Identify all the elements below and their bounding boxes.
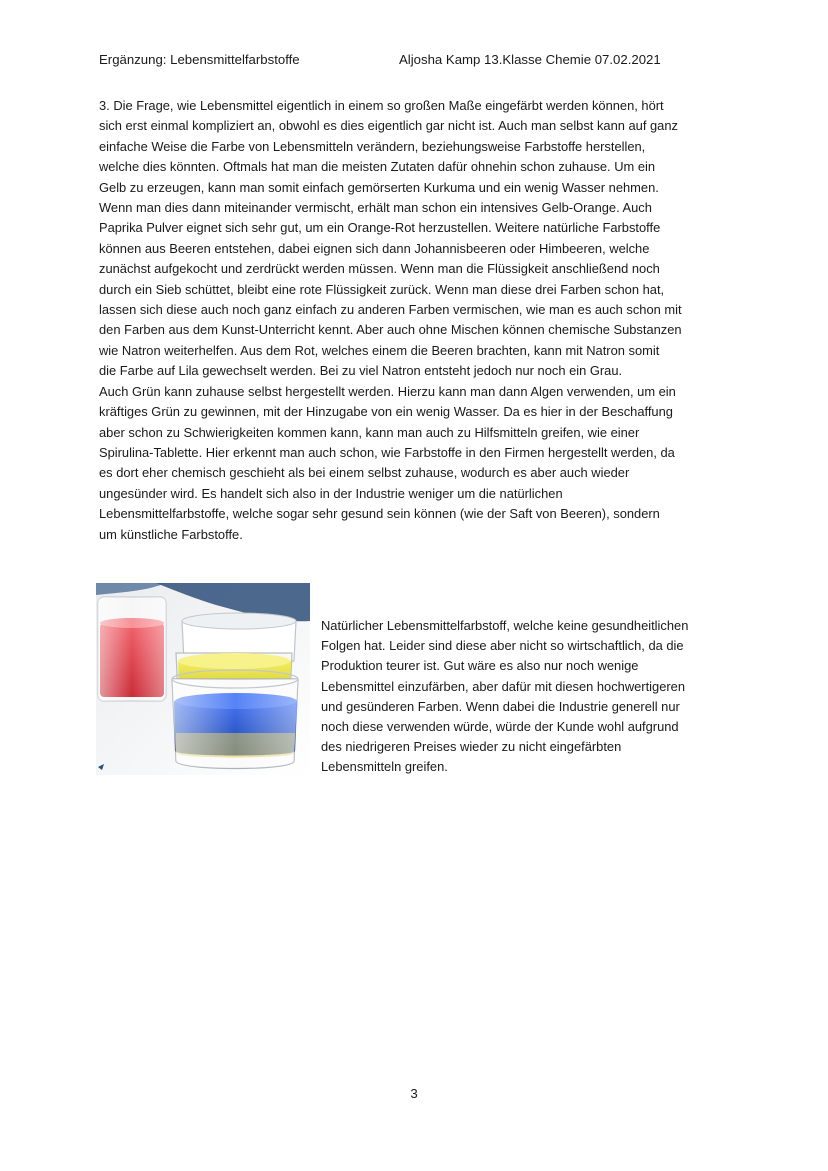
caption-line: Folgen hat. Leider sind diese aber nicht so wirtschaftlich, da die — [321, 638, 684, 654]
header-author-info: Aljosha Kamp 13.Klasse Chemie 07.02.2021 — [399, 52, 661, 67]
page-header — [99, 50, 739, 70]
caption-line: Lebensmitteln greifen. — [321, 759, 448, 775]
body-line: sich erst einmal kompliziert an, obwohl es dies eigentlich gar nicht ist. Auch man selbst kann auf ganz — [99, 118, 678, 134]
body-line: kräftiges Grün zu gewinnen, mit der Hinzugabe von ein wenig Wasser. Da es hier in der Beschaffung — [99, 404, 673, 420]
header-title: Ergänzung: Lebensmittelfarbstoffe — [99, 52, 300, 67]
body-line: Gelb zu erzeugen, kann man somit einfach gemörserten Kurkuma und ein wenig Wasser nehmen. — [99, 179, 659, 195]
body-line: 3. Die Frage, wie Lebensmittel eigentlich in einem so großen Maße eingefärbt werden können, hört — [99, 98, 664, 113]
body-line: Auch Grün kann zuhause selbst hergestellt werden. Hierzu kann man dann Algen verwenden, um ein — [99, 383, 676, 399]
body-paragraph — [99, 96, 739, 545]
body-line: wie Natron weiterhelfen. Aus dem Rot, welches einem die Beeren brachten, kann mit Natron somit — [99, 342, 660, 358]
caption-line: Lebensmittel einzufärben, aber dafür mit diesen hochwertigeren — [321, 678, 686, 694]
body-line: Paprika Pulver eignet sich sehr gut, um ein Orange-Rot herzustellen. Weitere natürliche Farbstoffe — [99, 220, 661, 236]
body-line: ungesünder wird. Es handelt sich also in der Industrie weniger um die natürlichen — [99, 485, 563, 501]
body-line: aber schon zu Schwierigkeiten kommen kann, kann man auch zu Hilfsmitteln greifen, wie einer — [99, 424, 640, 440]
body-line: einfache Weise die Farbe von Lebensmitteln verändern, beziehungsweise Farbstoffe herstellen, — [99, 138, 646, 154]
page-number: 3 — [410, 1086, 418, 1101]
body-line: Lebensmittelfarbstoffe, welche sogar sehr gesund sein können (wie der Saft von Beeren), sondern — [99, 506, 660, 522]
body-line: den Farben aus dem Kunst-Unterricht kennt. Aber auch ohne Mischen können chemische Substanzen — [99, 322, 682, 338]
caption-line: und gesünderen Farben. Wenn dabei die Industrie generell nur — [321, 698, 680, 714]
body-line: die Farbe auf Lila gewechselt werden. Bei zu viel Natron entsteht jedoch nur noch ein Grau. — [99, 363, 623, 379]
caption-line: Natürlicher Lebensmittelfarbstoff, welche keine gesundheitlichen — [321, 618, 689, 633]
body-line: durch ein Sieb schüttet, bleibt eine rote Flüssigkeit zurück. Wenn man diese drei Farben schon hat, — [99, 281, 665, 297]
figure-caption — [321, 616, 741, 778]
body-line: es dort eher chemisch geschieht als bei einem selbst zuhause, wodurch es aber auch wieder — [99, 465, 630, 481]
photo-illustration — [96, 583, 310, 775]
body-line: lassen sich diese auch noch ganz einfach zu anderen Farben vermischen, wie man es auch schon mit — [99, 302, 682, 318]
body-line: können aus Beeren entstehen, dabei eignen sich dann Johannisbeeren oder Himbeeren, welche — [99, 240, 650, 256]
body-line: zunächst aufgekocht und zerdrückt werden müssen. Wenn man die Flüssigkeit anschließend noch — [99, 261, 660, 277]
caption-line: Produktion teurer ist. Gut wäre es also nur noch wenige — [321, 658, 639, 674]
caption-line: noch diese verwenden würde, würde der Kunde wohl aufgrund — [321, 719, 679, 735]
body-line: Spirulina-Tablette. Hier erkennt man auch schon, wie Farbstoffe in den Firmen hergestellt werden, da — [99, 444, 675, 460]
caption-line: des niedrigeren Preises wieder zu nicht eingefärbten — [321, 739, 622, 755]
body-line: welche dies könnten. Oftmals hat man die meisten Zutaten dafür ohnehin schon zuhause. Um ein — [99, 159, 656, 175]
body-line: um künstliche Farbstoffe. — [99, 526, 243, 542]
body-line: Wenn man dies dann miteinander vermischt, erhält man schon ein intensives Gelb-Orange. Auch — [99, 200, 652, 216]
colored-liquid-glasses-photo — [96, 583, 310, 775]
